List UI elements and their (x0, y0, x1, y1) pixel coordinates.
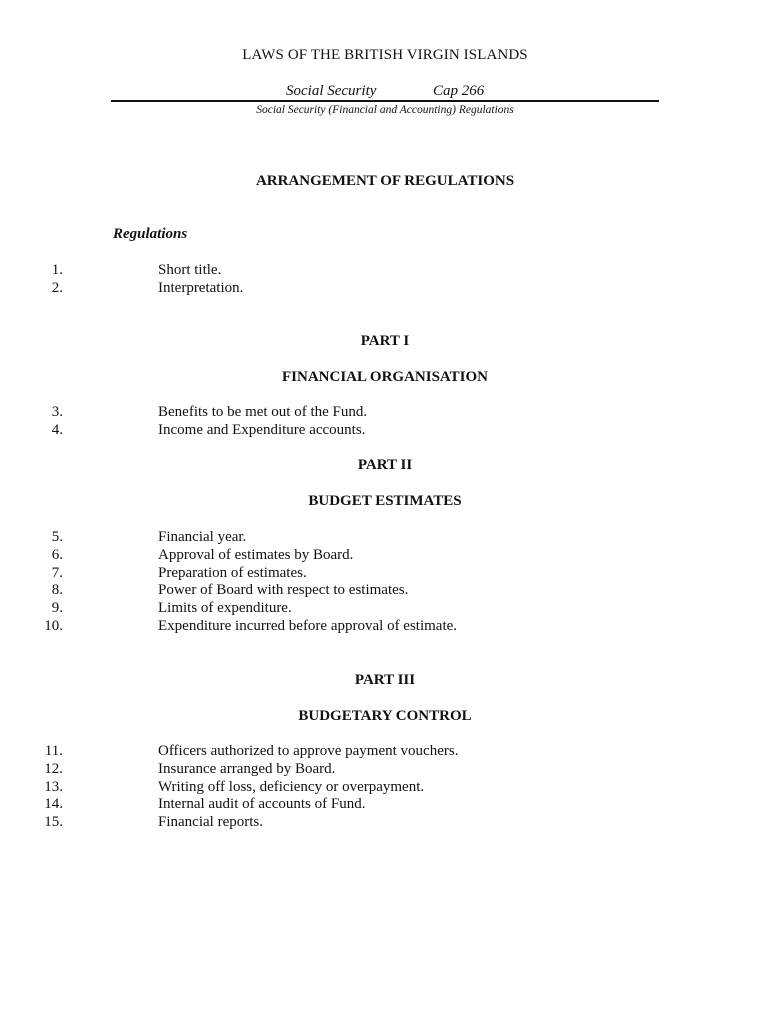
list-item (0, 600, 700, 618)
regulation-title: Income and Expenditure accounts. (158, 421, 366, 438)
part-label: PART II (357, 457, 413, 473)
regulation-number: 4. (51, 421, 63, 438)
list-item (0, 582, 700, 600)
part-entries (0, 743, 700, 832)
laws-title: LAWS OF THE BRITISH VIRGIN ISLANDS (242, 47, 528, 63)
regulation-number: 6. (51, 546, 63, 563)
regulation-title: Internal audit of accounts of Fund. (158, 796, 366, 813)
regulations-name: Social Security (Financial and Accounting) Regulations (256, 104, 514, 116)
regulation-number: 7. (51, 564, 63, 581)
regulation-number: 5. (51, 529, 63, 545)
regulation-title: Financial reports. (158, 814, 263, 831)
list-item (0, 761, 700, 779)
arrangement-heading: ARRANGEMENT OF REGULATIONS (255, 173, 515, 189)
list-item (0, 422, 700, 440)
cap-number: Cap 266 (433, 83, 485, 99)
regulation-title: Writing off loss, deficiency or overpayment. (158, 778, 425, 795)
list-item (0, 529, 700, 547)
regulation-title: Limits of expenditure. (158, 600, 292, 617)
regulation-number: 8. (51, 582, 63, 599)
part-label: PART III (354, 672, 416, 688)
part-title: BUDGET ESTIMATES (308, 493, 462, 509)
list-item (0, 618, 700, 636)
regulation-number: 14. (44, 796, 63, 813)
list-item (0, 262, 700, 280)
regulation-title: Power of Board with respect to estimates. (158, 582, 409, 599)
regulation-number: 13. (44, 778, 63, 795)
part-title: BUDGETARY CONTROL (298, 708, 472, 724)
regulation-number: 11. (44, 743, 63, 759)
part-entries (0, 404, 700, 440)
list-item (0, 779, 700, 797)
part-label: PART I (360, 333, 410, 349)
regulation-number: 12. (44, 760, 63, 777)
regulation-title: Expenditure incurred before approval of estimate. (158, 617, 458, 634)
regulation-title: Financial year. (158, 529, 247, 545)
list-item (0, 814, 700, 832)
list-item (0, 404, 700, 422)
regulation-title: Officers authorized to approve payment vouchers. (158, 743, 459, 759)
regulation-title: Benefits to be met out of the Fund. (158, 404, 368, 420)
list-item (0, 547, 700, 565)
regulation-number: 2. (51, 279, 63, 296)
part-title: FINANCIAL ORGANISATION (281, 369, 488, 385)
regulation-number: 10. (44, 617, 63, 634)
part-entries (0, 529, 700, 636)
regulation-title: Preparation of estimates. (158, 564, 307, 581)
column-label: Regulations (113, 226, 188, 242)
list-item (0, 743, 700, 761)
regulation-title: Approval of estimates by Board. (158, 546, 354, 563)
regulation-title: Short title. (158, 262, 222, 278)
list-item (0, 796, 700, 814)
regulation-number: 3. (51, 404, 63, 420)
list-item (0, 280, 700, 298)
list-item (0, 565, 700, 583)
regulation-number: 9. (51, 600, 63, 617)
header-rule (111, 100, 659, 102)
regulation-number: 15. (44, 814, 63, 831)
preliminary-list (0, 262, 700, 298)
regulation-title: Interpretation. (158, 279, 244, 296)
chapter-name: Social Security (286, 83, 377, 99)
regulation-number: 1. (51, 262, 63, 278)
regulation-title: Insurance arranged by Board. (158, 760, 336, 777)
